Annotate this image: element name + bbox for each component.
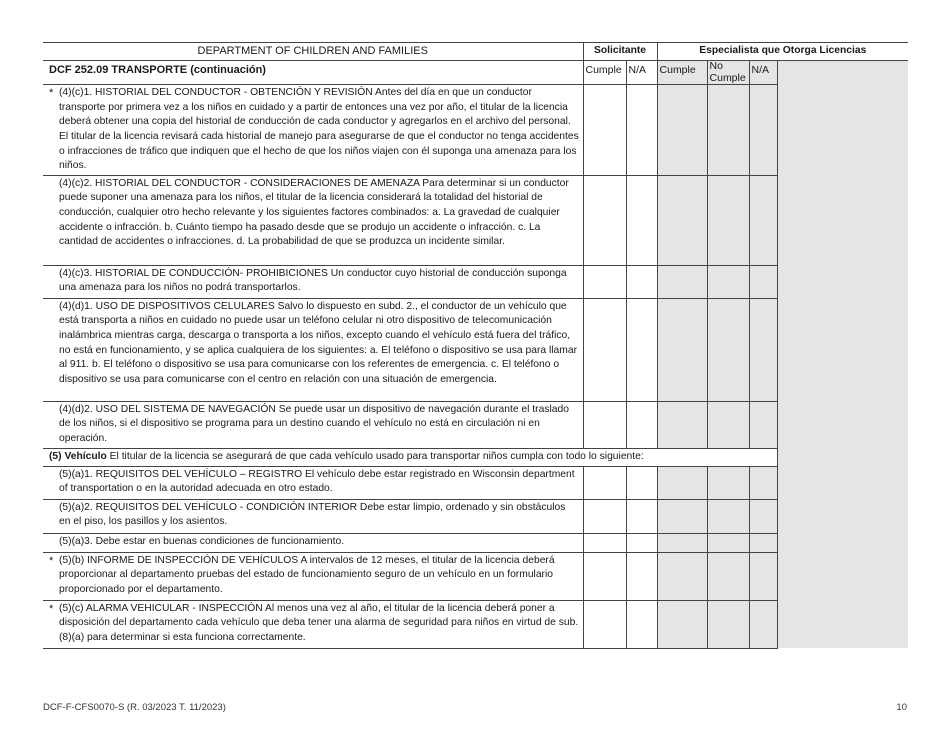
specialist-no-cumple-cell[interactable] <box>707 401 749 448</box>
specialist-no-cumple-cell[interactable] <box>707 499 749 533</box>
applicant-cumple-cell[interactable] <box>583 552 626 600</box>
applicant-cumple-cell[interactable] <box>583 499 626 533</box>
shaded-margin <box>777 61 908 649</box>
specialist-cumple-cell[interactable] <box>657 175 707 265</box>
applicant-header: Solicitante <box>583 43 657 61</box>
specialist-no-cumple-cell[interactable] <box>707 466 749 499</box>
applicant-na-cell[interactable] <box>626 265 657 298</box>
vehicle-section-label: (5) Vehículo <box>49 450 107 462</box>
specialist-na-cell[interactable] <box>749 600 777 648</box>
requirement-cell <box>43 533 583 552</box>
applicant-na-cell[interactable] <box>626 175 657 265</box>
requirement-text: (5)(a)3. Debe estar en buenas condiciones de funcionamiento. <box>59 535 345 547</box>
checklist-table <box>43 42 908 649</box>
requirement-cell <box>43 298 583 401</box>
requirement-cell <box>43 401 583 448</box>
requirement-text: (4)(c)2. HISTORIAL DEL CONDUCTOR - CONSIDERACIONES DE AMENAZA Para determinar si un conductor puede suponer una amenaza para los niños, el titular de la licencia considerará la totalidad del historial de conducción, cualquier otro hecho relevante y los siguientes factores combinados: a. La gravedad de cualquier accidente o infracción. b. Cuánto tiempo ha pasado desde que se produjo un accidente o infracción. c. La cantidad de accidentes o infracciones. d. La probabilidad de que se produzca un incidente similar. <box>59 177 569 248</box>
requirement-cell <box>43 499 583 533</box>
requirement-text: (5)(c) ALARMA VEHICULAR - INSPECCIÓN Al menos una vez al año, el titular de la licencia deberá poner a disposición del departamento cada vehículo que deba tener una alarma de seguridad para niños en virtud de sub. (8)(a) para determinar si esta funciona correctamente. <box>59 602 579 643</box>
section-title: DCF 252.09 TRANSPORTE (continuación) <box>43 61 583 85</box>
requirement-text: (5)(a)2. REQUISITOS DEL VEHÍCULO - CONDICIÓN INTERIOR Debe estar limpio, ordenado y sin obstáculos en el piso, los pasillos y los asientos. <box>59 501 566 528</box>
requirement-text: (4)(c)1. HISTORIAL DEL CONDUCTOR - OBTENCIÓN Y REVISIÓN Antes del día en que un conductor transporte por primera vez a los niños en cuidado y a partir de entonces una vez por año, el titular de la licencia deberá obtener una copia del historial de conducción de cada conductor y agregarlos en el archivo del personal. El titular de la licencia revisará cada historial de manejo para asegurarse de que el conductor no tenga accidentes o infracciones de tráfico que indiquen que el hecho de que los niños viajen con él suponga una amenaza para los niños. <box>59 87 579 172</box>
critical-marker <box>49 267 59 296</box>
specialist-no-cumple-header: No Cumple <box>707 61 749 85</box>
specialist-cumple-cell[interactable] <box>657 600 707 648</box>
applicant-na-cell[interactable] <box>626 600 657 648</box>
form-id-footer: DCF-F-CFS0070-S (R. 03/2023 T. 11/2023) <box>43 702 226 713</box>
critical-marker <box>49 468 59 497</box>
critical-marker: * <box>49 87 54 100</box>
specialist-na-header: N/A <box>749 61 777 85</box>
specialist-na-cell[interactable] <box>749 401 777 448</box>
applicant-cumple-cell[interactable] <box>583 85 626 176</box>
critical-marker <box>49 535 59 550</box>
requirement-text: (4)(c)3. HISTORIAL DE CONDUCCIÓN- PROHIBICIONES Un conductor cuyo historial de conducción suponga una amenaza para los niños no podrá transportarlos. <box>59 267 567 294</box>
specialist-na-cell[interactable] <box>749 552 777 600</box>
critical-marker <box>49 300 59 388</box>
specialist-na-cell[interactable] <box>749 85 777 176</box>
applicant-na-cell[interactable] <box>626 466 657 499</box>
specialist-na-cell[interactable] <box>749 499 777 533</box>
applicant-cumple-cell[interactable] <box>583 401 626 448</box>
requirement-cell <box>43 552 583 600</box>
department-header: DEPARTMENT OF CHILDREN AND FAMILIES <box>43 43 583 61</box>
specialist-na-cell[interactable] <box>749 466 777 499</box>
requirement-text: (4)(d)2. USO DEL SISTEMA DE NAVEGACIÓN Se puede usar un dispositivo de navegación durante el traslado de los niños, si el dispositivo se programa para un destino cuando el vehículo no está en circulación ni en operación. <box>59 403 569 444</box>
applicant-na-cell[interactable] <box>626 85 657 176</box>
specialist-cumple-cell[interactable] <box>657 552 707 600</box>
requirement-cell <box>43 175 583 265</box>
specialist-cumple-cell[interactable] <box>657 401 707 448</box>
specialist-na-cell[interactable] <box>749 533 777 552</box>
applicant-cumple-header: Cumple <box>583 61 626 85</box>
specialist-no-cumple-cell[interactable] <box>707 265 749 298</box>
applicant-na-cell[interactable] <box>626 401 657 448</box>
applicant-cumple-cell[interactable] <box>583 466 626 499</box>
specialist-cumple-cell[interactable] <box>657 85 707 176</box>
specialist-cumple-cell[interactable] <box>657 298 707 401</box>
critical-marker: * <box>49 602 54 615</box>
critical-marker <box>49 501 59 530</box>
applicant-cumple-cell[interactable] <box>583 175 626 265</box>
requirement-text: (4)(d)1. USO DE DISPOSITIVOS CELULARES Salvo lo dispuesto en subd. 2., el conductor de un vehículo que está transporta a niños en cuidado no puede usar un teléfono celular ni otro dispositivo de telecomunicación inalámbrica mientras carga, descarga o transporta a los niños, excepto cuando el vehículo está fuera del tráfico, no está en funcionamiento, y se aplica cualquiera de los siguientes: a. El teléfono o dispositivo se usa para llamar al 911. b. El teléfono o dispositivo se usa para comunicarse con los referentes de emergencia. c. El teléfono o dispositivo se usa para comunicarse con el centro en relación con una situación de emergencia. <box>59 300 578 385</box>
specialist-na-cell[interactable] <box>749 175 777 265</box>
specialist-cumple-cell[interactable] <box>657 499 707 533</box>
licensing-specialist-header: Especialista que Otorga Licencias <box>657 43 908 61</box>
applicant-cumple-cell[interactable] <box>583 265 626 298</box>
specialist-no-cumple-cell[interactable] <box>707 600 749 648</box>
specialist-cumple-header: Cumple <box>657 61 707 85</box>
specialist-no-cumple-cell[interactable] <box>707 298 749 401</box>
applicant-na-header: N/A <box>626 61 657 85</box>
critical-marker <box>49 177 59 250</box>
requirement-cell <box>43 85 583 176</box>
specialist-cumple-cell[interactable] <box>657 533 707 552</box>
vehicle-section-cell <box>43 448 777 466</box>
requirement-text: (5)(a)1. REQUISITOS DEL VEHÍCULO – REGISTRO El vehículo debe estar registrado en Wisconsin department of transportation o en la autoridad adecuada en otro estado. <box>59 468 575 495</box>
vehicle-section-text: El titular de la licencia se asegurará de que cada vehículo usado para transportar niños cumpla con todo lo siguiente: <box>109 450 644 462</box>
requirement-cell <box>43 466 583 499</box>
page-number: 10 <box>896 702 907 713</box>
specialist-no-cumple-cell[interactable] <box>707 533 749 552</box>
applicant-cumple-cell[interactable] <box>583 533 626 552</box>
specialist-no-cumple-cell[interactable] <box>707 175 749 265</box>
applicant-na-cell[interactable] <box>626 298 657 401</box>
critical-marker: * <box>49 554 54 567</box>
specialist-no-cumple-cell[interactable] <box>707 85 749 176</box>
requirement-text: (5)(b) INFORME DE INSPECCIÓN DE VEHÍCULOS A intervalos de 12 meses, el titular de la licencia deberá proporcionar al departamento pruebas del estado de funcionamiento seguro de un vehículo en un formulario proporcionado por el departamento. <box>59 554 555 595</box>
applicant-na-cell[interactable] <box>626 533 657 552</box>
critical-marker <box>49 403 59 447</box>
applicant-na-cell[interactable] <box>626 552 657 600</box>
specialist-cumple-cell[interactable] <box>657 265 707 298</box>
specialist-cumple-cell[interactable] <box>657 466 707 499</box>
requirement-cell <box>43 265 583 298</box>
applicant-cumple-cell[interactable] <box>583 298 626 401</box>
applicant-na-cell[interactable] <box>626 499 657 533</box>
specialist-na-cell[interactable] <box>749 265 777 298</box>
requirement-cell <box>43 600 583 648</box>
applicant-cumple-cell[interactable] <box>583 600 626 648</box>
specialist-na-cell[interactable] <box>749 298 777 401</box>
specialist-no-cumple-cell[interactable] <box>707 552 749 600</box>
